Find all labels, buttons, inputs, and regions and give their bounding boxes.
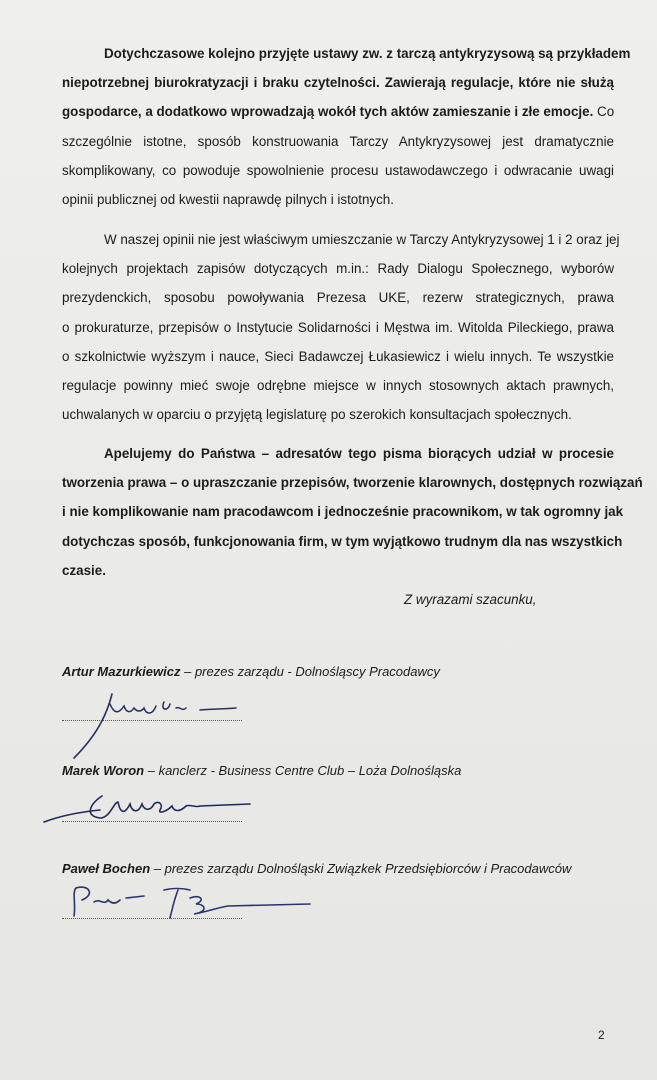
- signer-1-name: Artur Mazurkiewicz: [62, 664, 181, 679]
- signer-1-role: – prezes zarządu - Dolnośląscy Pracodawcy: [180, 664, 440, 679]
- signer-2-role: – kanclerz - Business Centre Club – Loża Dolnośląska: [144, 763, 462, 778]
- signer-1: [62, 664, 440, 679]
- closing-salutation: Z wyrazami szacunku,: [404, 592, 537, 607]
- signer-3-role: – prezes zarządu Dolnośląski Związkek Przedsiębiorców i Pracodawców: [150, 861, 572, 876]
- signature-3: [60, 880, 320, 930]
- p1-line-3-bold: gospodarce, a dodatkowo wprowadzają wokół tych aktów zamieszanie i złe emocje.: [62, 104, 594, 120]
- signer-2-name: Marek Woron: [62, 763, 145, 778]
- signer-3: [62, 861, 571, 876]
- signer-2: [62, 763, 461, 778]
- p3-line-2: tworzenia prawa – o upraszczanie przepisów, tworzenie klarownych, dostępnych rozwiązań: [62, 475, 643, 491]
- paragraph-1: [62, 39, 631, 214]
- p1-line-3-tail: Co: [597, 104, 615, 120]
- signer-3-name: Paweł Bochen: [62, 861, 151, 876]
- page-number: 2: [598, 1028, 605, 1042]
- p3-line-3: i nie komplikowanie nam pracodawcom i jednocześnie pracownikom, w tak ogromny jak: [62, 504, 624, 520]
- paragraph-2: [62, 225, 620, 429]
- p2-line-7: uchwalanych w oparciu o przyjętą legislaturę po szerokich konsultacjach społecznych.: [62, 407, 572, 423]
- p2-line-6: regulacje powinny mieć swoje odrębne miejsce w innych stosownych aktach prawnych,: [62, 378, 614, 394]
- p1-line-5: skomplikowany, co powoduje spowolnienie procesu ustawodawczego i odwracanie uwagi: [62, 162, 614, 178]
- p1-line-6: opinii publicznej od kwestii naprawdę pilnych i istotnych.: [62, 192, 394, 208]
- paragraph-3: [62, 439, 643, 585]
- p2-line-1: W naszej opinii nie jest właściwym umieszczanie w Tarczy Antykryzysowej 1 i 2 oraz jej: [104, 232, 620, 247]
- p1-line-2: niepotrzebnej biurokratyzacji i braku czytelności. Zawierają regulacje, które nie służą: [62, 75, 614, 91]
- p2-line-3: prezydenckich, sposobu powoływania Prezesa UKE, rezerw strategicznych, prawa: [62, 290, 614, 306]
- p2-line-2: kolejnych projektach zapisów dotyczących m.in.: Rady Dialogu Społecznego, wyborów: [62, 261, 614, 277]
- p2-line-4: o prokuraturze, przepisów o Instytucie Solidarności i Męstwa im. Witolda Pileckiego, prawa: [62, 319, 614, 335]
- p3-line-4: dotychczas sposób, funkcjonowania firm, w tym wyjątkowo trudnym dla nas wszystkich: [62, 533, 623, 549]
- signature-2: [40, 782, 260, 832]
- p1-line-3: [62, 97, 614, 126]
- p1-line-1: Dotychczasowe kolejno przyjęte ustawy zw. z tarczą antykryzysową są przykładem: [104, 46, 631, 61]
- p3-line-1: Apelujemy do Państwa – adresatów tego pisma biorących udział w procesie: [104, 446, 614, 461]
- p2-line-5: o szkolnictwie wyższym i nauce, Sieci Badawczej Łukasiewicz i wielu innych. Te wszystkie: [62, 348, 614, 364]
- p3-line-5: czasie.: [62, 562, 106, 578]
- signature-1: [60, 682, 240, 762]
- p1-line-4: szczególnie istotne, sposób konstruowania Tarczy Antykryzysowej jest dramatycznie: [62, 133, 614, 149]
